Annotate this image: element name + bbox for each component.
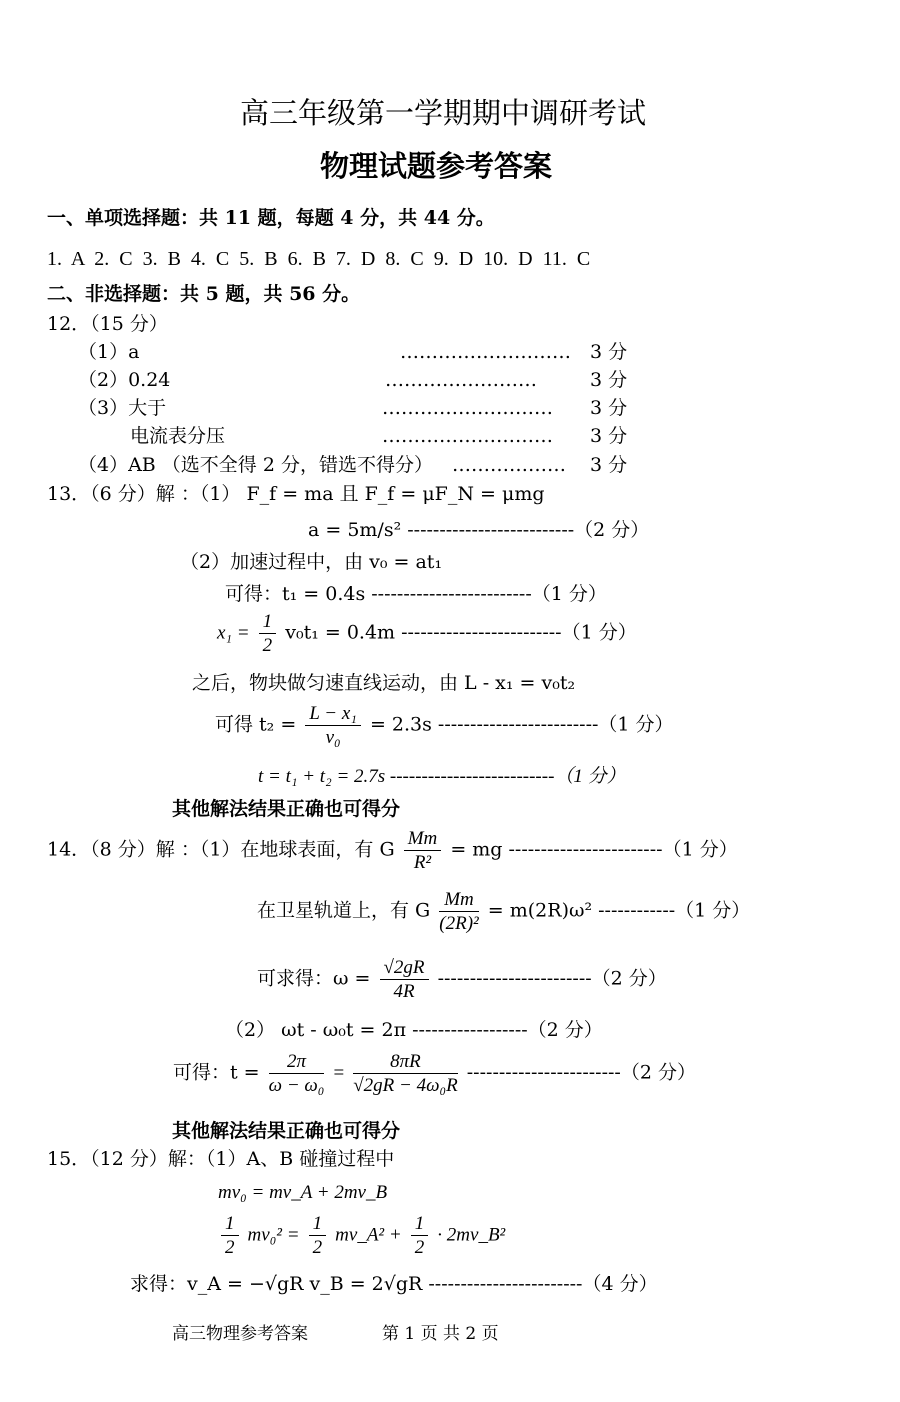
q13-line7 [215,704,674,747]
q15-line1: 15．（12 分）解：（1）A、B 碰撞过程中 [47,1148,395,1170]
q12-row-label: 电流表分压 [130,425,226,447]
fraction-numerator: 1 [309,1214,327,1236]
q14-line5-post: ------------------------（2 分） [466,1061,696,1084]
exam-title: 高三年级第一学期期中调研考试 [240,96,647,130]
q15-line4: 求得：v_A = −√gR v_B = 2√gR ------------------------（4 分） [130,1273,658,1295]
q13-line2: a = 5m/s² --------------------------（2 分） [308,519,650,541]
q13-line5 [217,612,637,655]
fraction-numerator: 1 [259,612,277,634]
q14-line4: （2） ωt - ω₀t = 2π ------------------（2 分） [225,1019,603,1041]
q14-note: 其他解法结果正确也可得分 [172,1120,401,1142]
q13-line8: t = t₁ + t₂ = 2.7s --------------------------（1 分） [258,766,626,787]
fraction-denominator: 2 [262,635,273,656]
q12-heading: 12．（15 分） [47,313,168,335]
energy-term-3: · 2mv_B² [437,1224,506,1246]
section1-heading: 一、单项选择题：共 11 题，每题 4 分，共 44 分。 [47,207,495,229]
fraction-denominator: 2 [312,1237,323,1258]
q12-row-label: （1）a [78,341,140,363]
q12-row-score: 3 分 [590,341,628,363]
q14-line2-pre: 在卫星轨道上，有 G [257,899,431,922]
q12-row-label: （3）大于 [78,397,167,419]
q14-line5 [173,1052,696,1095]
fraction-denominator: (2R)² [439,913,479,934]
fraction-denominator: ω − ω₀ [268,1075,325,1096]
q12-row-dots: ……………………… [400,341,571,363]
q12-row-score: 3 分 [590,454,628,476]
equals-sign: = [333,1062,345,1084]
fraction-denominator: v₀ [325,727,341,748]
fraction-numerator: 1 [411,1214,429,1236]
q14-line5-pre: 可得：t = [173,1061,260,1084]
q13-line1: 13．（6 分）解 ：（1） F_f = ma 且 F_f = μF_N = μmg [47,483,545,505]
q13-line5-post: v₀t₁ = 0.4m -------------------------（1 分） [285,621,637,644]
section2-heading: 二、非选择题：共 5 题，共 56 分。 [47,283,361,305]
q12-row-dots: ……………………… [382,425,553,447]
energy-term-1: mv₀² = [247,1224,300,1246]
q14-line2 [257,890,750,933]
fraction-orbit [439,890,478,933]
q14-line1-post: = mg ------------------------（1 分） [450,838,738,861]
q15-line3 [218,1214,505,1257]
q12-row-label: （4）AB （选不全得 2 分，错选不得分） [78,454,433,476]
q13-line3: （2）加速过程中，由 v₀ = at₁ [180,551,443,573]
q14-line1-pre: 14．（8 分）解 ：（1）在地球表面，有 G [47,838,395,861]
fraction-gravity [404,829,442,872]
fraction-half [411,1214,429,1257]
q12-row-dots: …………………… [385,369,537,391]
fraction-half [259,612,277,655]
q12-row-dots: ……………………… [382,397,553,419]
q14-line3-post: ------------------------（2 分） [437,967,667,990]
fraction-time-2 [353,1052,457,1095]
fraction-numerator: 8πR [353,1052,457,1074]
footer-page-number: 第 1 页 共 2 页 [382,1324,499,1344]
q12-row-dots: ……………… [452,454,566,476]
fraction-denominator: R² [413,852,432,873]
fraction-numerator: √2gR [380,958,429,980]
q12-row-score: 3 分 [590,369,628,391]
q15-line2: mv₀ = mv_A + 2mv_B [218,1182,388,1203]
q14-line3-pre: 可求得：ω = [257,967,371,990]
footer-doc-name: 高三物理参考答案 [172,1324,308,1344]
fraction-numerator: 2π [269,1052,325,1074]
fraction-omega [380,958,429,1001]
fraction-t2 [305,704,361,747]
q13-line5-pre: x₁ = [217,622,250,644]
q12-row-score: 3 分 [590,425,628,447]
q14-line1 [47,829,738,872]
fraction-numerator: Mm [404,829,442,851]
fraction-denominator: 2 [414,1237,425,1258]
fraction-numerator: Mm [439,890,478,912]
fraction-half [221,1214,239,1257]
fraction-denominator: 4R [393,981,415,1002]
q14-line2-post: = m(2R)ω² ------------（1 分） [487,899,751,922]
fraction-denominator: 2 [225,1237,235,1258]
q13-line6: 之后，物块做匀速直线运动，由 L - x₁ = v₀t₂ [192,672,576,694]
q13-note: 其他解法结果正确也可得分 [172,798,401,820]
energy-term-2: mv_A² + [335,1224,402,1246]
fraction-denominator: √2gR − 4ω₀R [353,1075,458,1096]
answer-key-title: 物理试题参考答案 [320,149,553,183]
fraction-numerator: 1 [221,1214,239,1236]
choice-answers: 1. A 2. C 3. B 4. C 5. B 6. B 7. D 8. C 9. D 10. D 11. C [47,248,591,270]
q13-line4: 可得：t₁ = 0.4s -------------------------（1 分） [225,583,607,605]
fraction-numerator: L − x₁ [305,704,361,726]
fraction-time-1 [269,1052,325,1095]
q13-line7-pre: 可得 t₂ = [215,713,297,736]
q12-row-label: （2）0.24 [78,369,171,391]
q13-line7-post: = 2.3s -------------------------（1 分） [369,713,674,736]
q14-line3 [257,958,667,1001]
q12-row-score: 3 分 [590,397,628,419]
fraction-half [309,1214,327,1257]
